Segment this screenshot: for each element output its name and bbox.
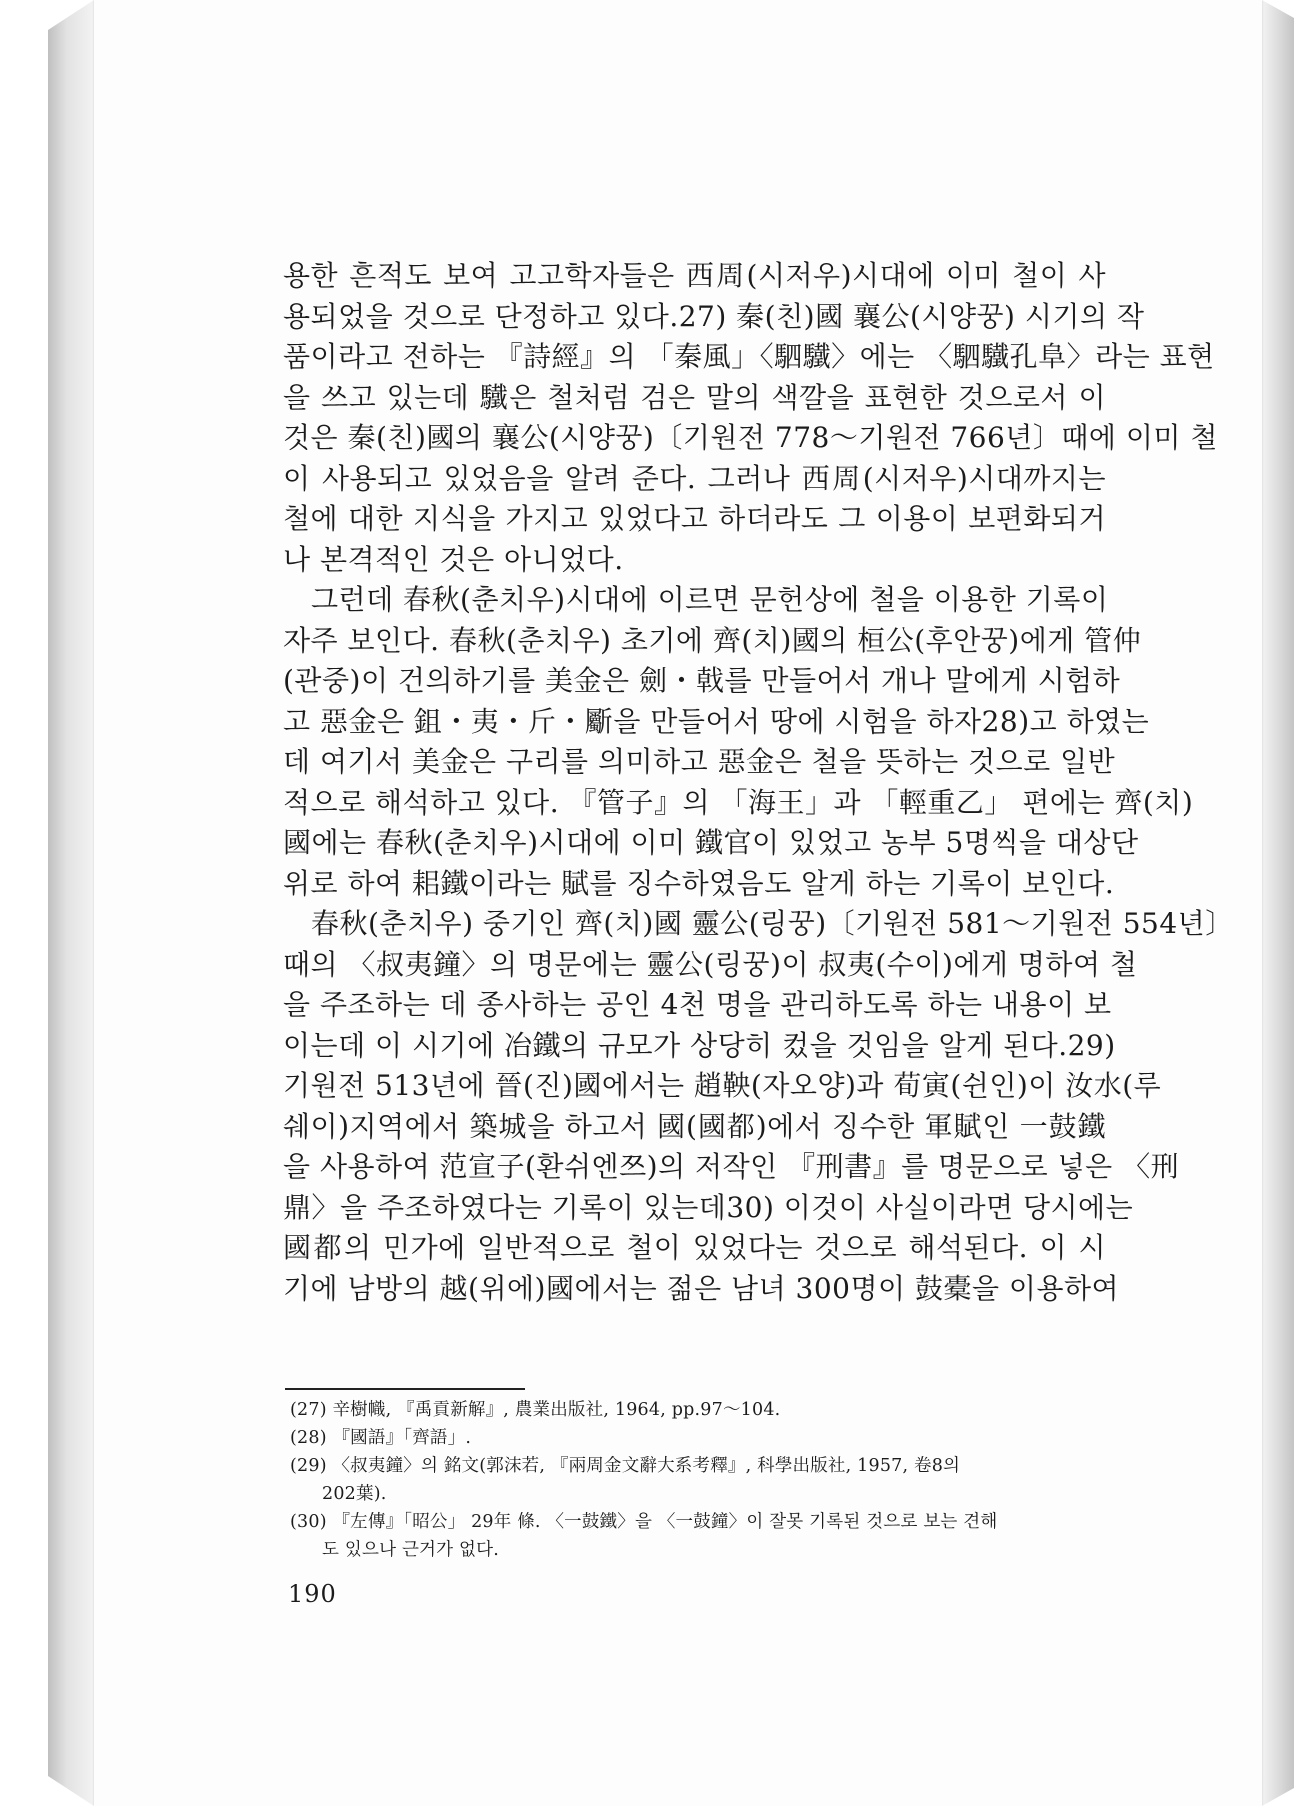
body-line: 자주 보인다. 春秋(춘치우) 초기에 齊(치)國의 桓公(후안꿍)에게 管仲 bbox=[283, 623, 1142, 657]
body-line: 그런데 春秋(춘치우)시대에 이르면 문헌상에 철을 이용한 기록이 bbox=[311, 583, 1109, 616]
body-text bbox=[283, 256, 1234, 1309]
body-line: 이는데 이 시기에 冶鐵의 규모가 상당히 컸을 것임을 알게 된다.29) bbox=[283, 1028, 1116, 1062]
body-line: 위로 하여 耜鐵이라는 賦를 징수하였음도 알게 하는 기록이 보인다. bbox=[283, 866, 1115, 900]
page-number: 190 bbox=[288, 1580, 337, 1608]
body-line: 春秋(춘치우) 중기인 齊(치)國 靈公(링꿍)〔기원전 581～기원전 554년〕 bbox=[311, 907, 1234, 940]
body-line: 鼎〉을 주조하였다는 기록이 있는데30) 이것이 사실이라면 당시에는 bbox=[283, 1190, 1134, 1224]
body-line: 을 사용하여 范宣子(환쉬엔쯔)의 저작인 『刑書』를 명문으로 넣은 〈刑 bbox=[283, 1150, 1180, 1183]
body-line: 고 惡金은 鉏・夷・斤・斸을 만들어서 땅에 시험을 하자28)고 하였는 bbox=[283, 704, 1150, 738]
body-line: 國都의 민가에 일반적으로 철이 있었다는 것으로 해석된다. 이 시 bbox=[283, 1231, 1106, 1264]
body-line: 철에 대한 지식을 가지고 있었다고 하더라도 그 이용이 보편화되거 bbox=[283, 502, 1106, 535]
body-line: 나 본격적인 것은 아니었다. bbox=[283, 542, 624, 576]
body-line: 것은 秦(친)國의 襄公(시양꿍)〔기원전 778～기원전 766년〕때에 이미 철 bbox=[283, 421, 1218, 454]
footnote-29-continuation: 202葉). bbox=[322, 1484, 387, 1504]
body-line: (관중)이 건의하기를 美金은 劍・戟를 만들어서 개나 말에게 시험하 bbox=[283, 664, 1121, 697]
body-line: 을 쓰고 있는데 驖은 철처럼 검은 말의 색깔을 표현한 것으로서 이 bbox=[283, 380, 1106, 414]
body-line: 데 여기서 美金은 구리를 의미하고 惡金은 철을 뜻하는 것으로 일반 bbox=[283, 745, 1116, 778]
body-line: 때의 〈叔夷鐘〉의 명문에는 靈公(링꿍)이 叔夷(수이)에게 명하여 철 bbox=[283, 947, 1138, 981]
body-line: 품이라고 전하는 『詩經』의 「秦風」〈駟驖〉에는 〈駟驖孔阜〉라는 표현 bbox=[283, 340, 1215, 373]
footnote-rule bbox=[285, 1388, 525, 1390]
footnote-27: (27) 辛樹幟, 『禹貢新解』, 農業出版社, 1964, pp.97～104. bbox=[290, 1400, 781, 1420]
footnote-30: (30) 『左傳』「昭公」 29年 條. 〈一鼓鐵〉을 〈一鼓鐘〉이 잘못 기록된 것으로 보는 견해 bbox=[290, 1512, 998, 1532]
footnote-29: (29) 〈叔夷鐘〉의 銘文(郭沫若, 『兩周金文辭大系考釋』, 科學出版社, 1957, 卷8의 bbox=[290, 1456, 961, 1476]
footnote-28: (28) 『國語』「齊語」. bbox=[290, 1428, 472, 1448]
body-line: 을 주조하는 데 종사하는 공인 4천 명을 관리하도록 하는 내용이 보 bbox=[283, 988, 1112, 1021]
body-line: 쉐이)지역에서 築城을 하고서 國(國都)에서 징수한 軍賦인 一鼓鐵 bbox=[283, 1109, 1106, 1143]
footnote-30-continuation: 도 있으나 근거가 없다. bbox=[322, 1540, 499, 1560]
body-line: 용한 흔적도 보여 고고학자들은 西周(시저우)시대에 이미 철이 사 bbox=[283, 259, 1106, 292]
body-line: 적으로 해석하고 있다. 『管子』의 「海王」과 「輕重乙」 편에는 齊(치) bbox=[283, 785, 1194, 819]
body-line: 이 사용되고 있었음을 알려 준다. 그러나 西周(시저우)시대까지는 bbox=[283, 461, 1106, 495]
body-line: 기원전 513년에 晉(진)國에서는 趙鞅(자오양)과 荀寅(쉰인)이 汝水(루 bbox=[283, 1069, 1162, 1102]
body-line: 國에는 春秋(춘치우)시대에 이미 鐵官이 있었고 농부 5명씩을 대상단 bbox=[283, 826, 1139, 859]
book-left-edge bbox=[48, 0, 94, 1806]
body-line: 용되었을 것으로 단정하고 있다.27) 秦(친)國 襄公(시양꿍) 시기의 작 bbox=[283, 299, 1145, 333]
book-right-edge bbox=[1262, 0, 1294, 1806]
body-line: 기에 남방의 越(위에)國에서는 젊은 남녀 300명이 鼓橐을 이용하여 bbox=[283, 1271, 1120, 1305]
footnotes bbox=[290, 1396, 1120, 1564]
